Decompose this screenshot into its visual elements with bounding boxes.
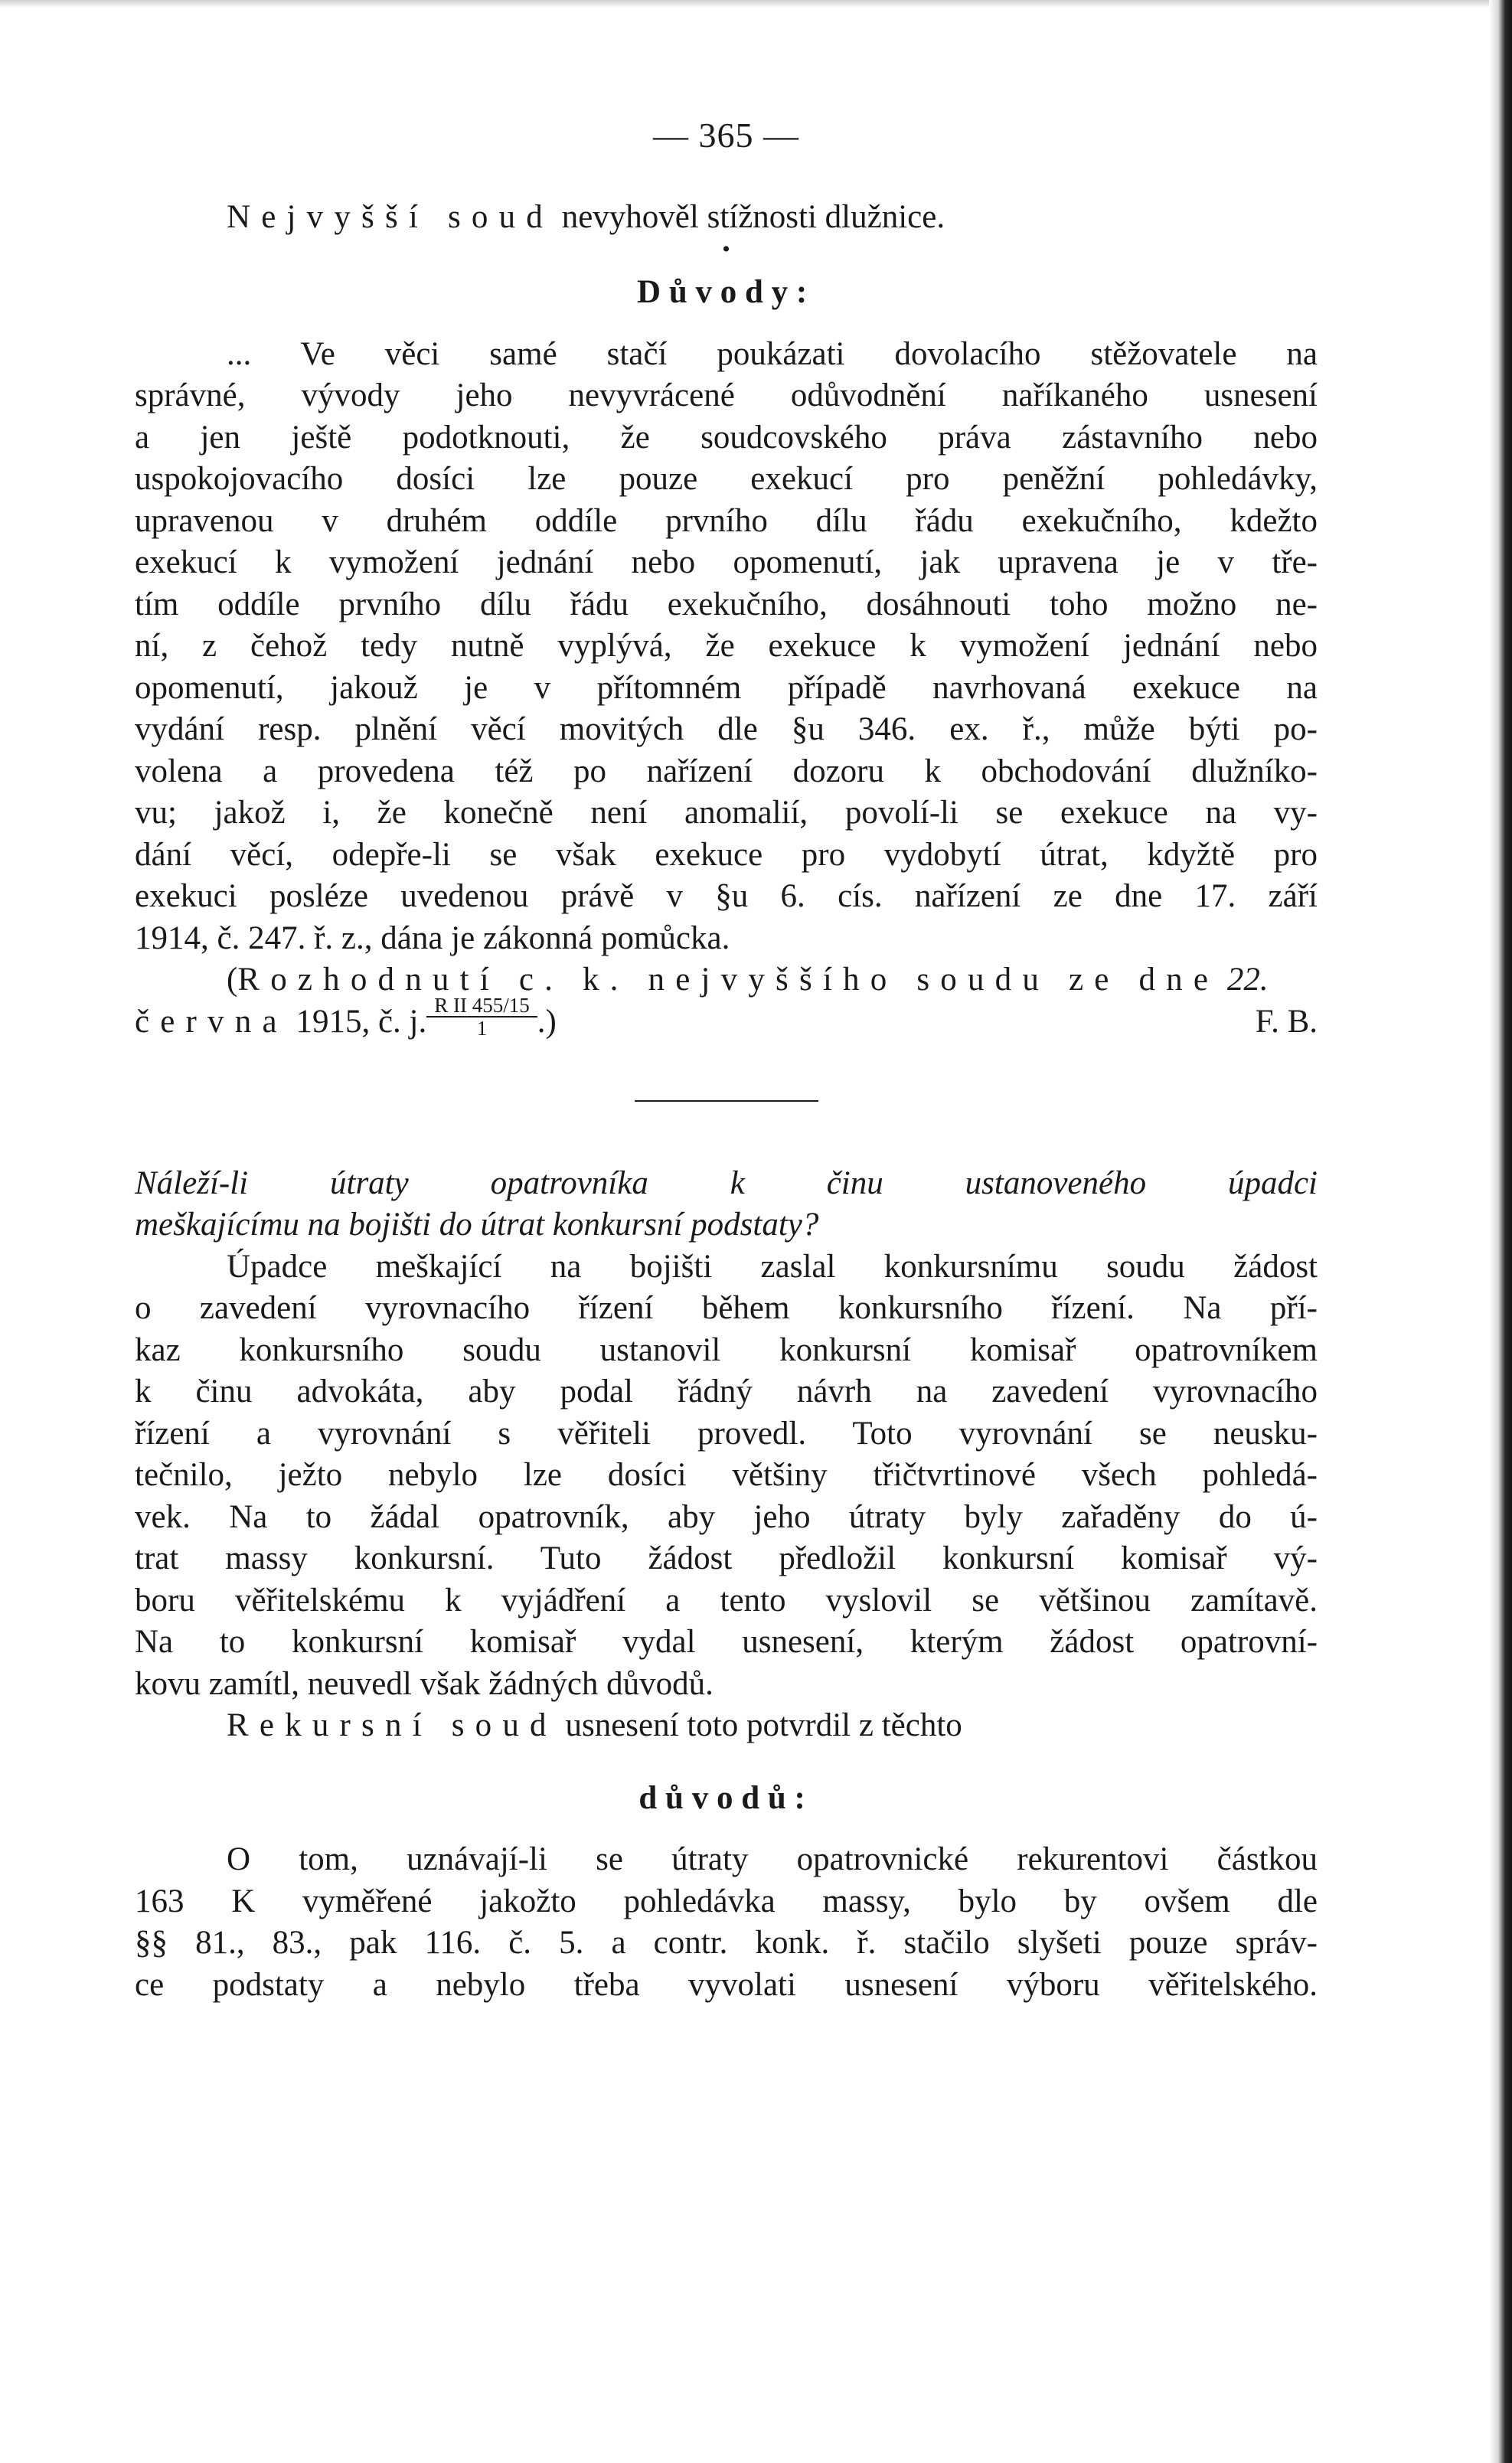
decision-citation: (Rozhodnutí c. k. nejvyššího soudu ze dne 22.	[227, 962, 1269, 998]
text-line: upravenou v druhém oddíle prvního dílu řádu exekučního, kdežto	[135, 502, 1318, 539]
decision-citation-line-2: června 1915, č. j. $\frac{\text{R II 455/15}}{1}$ .) F. B.	[135, 1001, 1318, 1047]
text-line: vydání resp. plnění věcí movitých dle §u 346. ex. ř., může býti po-	[135, 711, 1318, 747]
text-line: O tom, uznávají-li se útraty opatrovnické rekurentovi částkou	[227, 1841, 1318, 1878]
appeal-court-paragraph: Rekursní soud usnesení toto potvrdil z těchto	[227, 1707, 962, 1744]
text-line: kaz konkursního soudu ustanovil konkursní komisař opatrovníkem	[135, 1331, 1318, 1368]
text-line: o zavedení vyrovnacího řízení během konkursního řízení. Na pří-	[135, 1290, 1318, 1327]
text-line: dání věcí, odepře-li se však exekuce pro vydobytí útrat, kdyžtě pro	[135, 836, 1318, 873]
text-line: 1914, č. 247. ř. z., dána je zákonná pomůcka.	[135, 920, 730, 956]
text-line: vek. Na to žádal opatrovník, aby jeho útraty byly zařaděny do ú-	[135, 1498, 1318, 1535]
text-line: meškajícímu na bojišti do útrat konkursní podstaty?	[135, 1207, 819, 1243]
text-line: Náleží-li útraty opatrovníka k činu ustanoveného úpadci	[135, 1165, 1318, 1201]
text-line: exekucí k vymožení jednání nebo opomenutí, jak upravena je v tře-	[135, 544, 1318, 580]
scan-right-edge	[1489, 0, 1512, 2463]
text-line: volena a provedena též po nařízení dozoru k obchodování dlužníko-	[135, 753, 1318, 789]
court-name: Nejvyšší soud	[227, 198, 554, 235]
text-line: vu; jakož i, že konečně není anomalií, povolí-li se exekuce na vy-	[135, 795, 1318, 831]
author-initials: F. B.	[1255, 1003, 1318, 1040]
text-line: opomenutí, jakouž je v přítomném případě navrhovaná exekuce na	[135, 669, 1318, 706]
text-line: Úpadce meškající na bojišti zaslal konkursnímu soudu žádost	[227, 1248, 1318, 1285]
text-line: ní, z čehož tedy nutně vyplývá, že exekuce k vymožení jednání nebo	[135, 628, 1318, 664]
appeal-court-name: Rekursní soud	[227, 1707, 557, 1744]
text-line: řízení a vyrovnání s věřiteli provedl. Toto vyrovnání se neusku-	[135, 1415, 1318, 1452]
reasons-paragraph	[135, 334, 1318, 960]
text-line: uspokojovacího dosíci lze pouze exekucí pro peněžní pohledávky,	[135, 461, 1318, 497]
text-line: k činu advokáta, aby podal řádný návrh na zavedení vyrovnacího	[135, 1374, 1318, 1410]
court-ruling-paragraph: Nejvyšší soud nevyhověl stížnosti dlužnice.	[227, 198, 945, 235]
case-number-fraction: $\frac{\text{R II 455/15}}{1}$	[426, 995, 537, 1039]
reasons-paragraph-2	[135, 1839, 1318, 2006]
bullet-dot: •	[722, 237, 730, 262]
text-line: tečnilo, ježto nebylo lze dosíci většiny třičtvrtinové všech pohledá-	[135, 1457, 1318, 1494]
section-divider	[635, 1100, 818, 1102]
text-line: ... Ve věci samé stačí poukázati dovolacího stěžovatele na	[227, 335, 1318, 372]
page-number: — 365 —	[653, 116, 799, 155]
text-line: 163 K vyměřené jakožto pohledávka massy, bylo by ovšem dle	[135, 1883, 1318, 1919]
reasons-heading: Důvody:	[637, 274, 815, 310]
book-page	[135, 115, 1318, 2006]
text-line: boru věřitelskému k vyjádření a tento vyslovil se většinou zamítavě.	[135, 1582, 1318, 1619]
text-line: exekuci posléze uvedenou právě v §u 6. cís. nařízení ze dne 17. září	[135, 878, 1318, 914]
case-facts-paragraph	[135, 1246, 1318, 1706]
scan-top-shadow	[0, 0, 1512, 8]
text-line: a jen ještě podotknouti, že soudcovského práva zástavního nebo	[135, 419, 1318, 456]
text-line: ce podstaty a nebylo třeba vyvolati usnesení výboru věřitelského.	[135, 1966, 1318, 2003]
text-line: Na to konkursní komisař vydal usnesení, kterým žádost opatrovní-	[135, 1624, 1318, 1661]
question-heading	[135, 1163, 1318, 1246]
text-line: správné, vývody jeho nevyvrácené odůvodnění naříkaného usnesení	[135, 377, 1318, 413]
text-line: tím oddíle prvního dílu řádu exekučního, dosáhnouti toho možno ne-	[135, 586, 1318, 622]
text-line: trat massy konkursní. Tuto žádost předložil konkursní komisař vý-	[135, 1540, 1318, 1577]
reasons-heading-2: důvodů:	[638, 1779, 814, 1816]
text-line: §§ 81., 83., pak 116. č. 5. a contr. konk. ř. stačilo slyšeti pouze správ-	[135, 1925, 1318, 1962]
text-line: kovu zamítl, neuvedl však žádných důvodů.	[135, 1665, 714, 1702]
